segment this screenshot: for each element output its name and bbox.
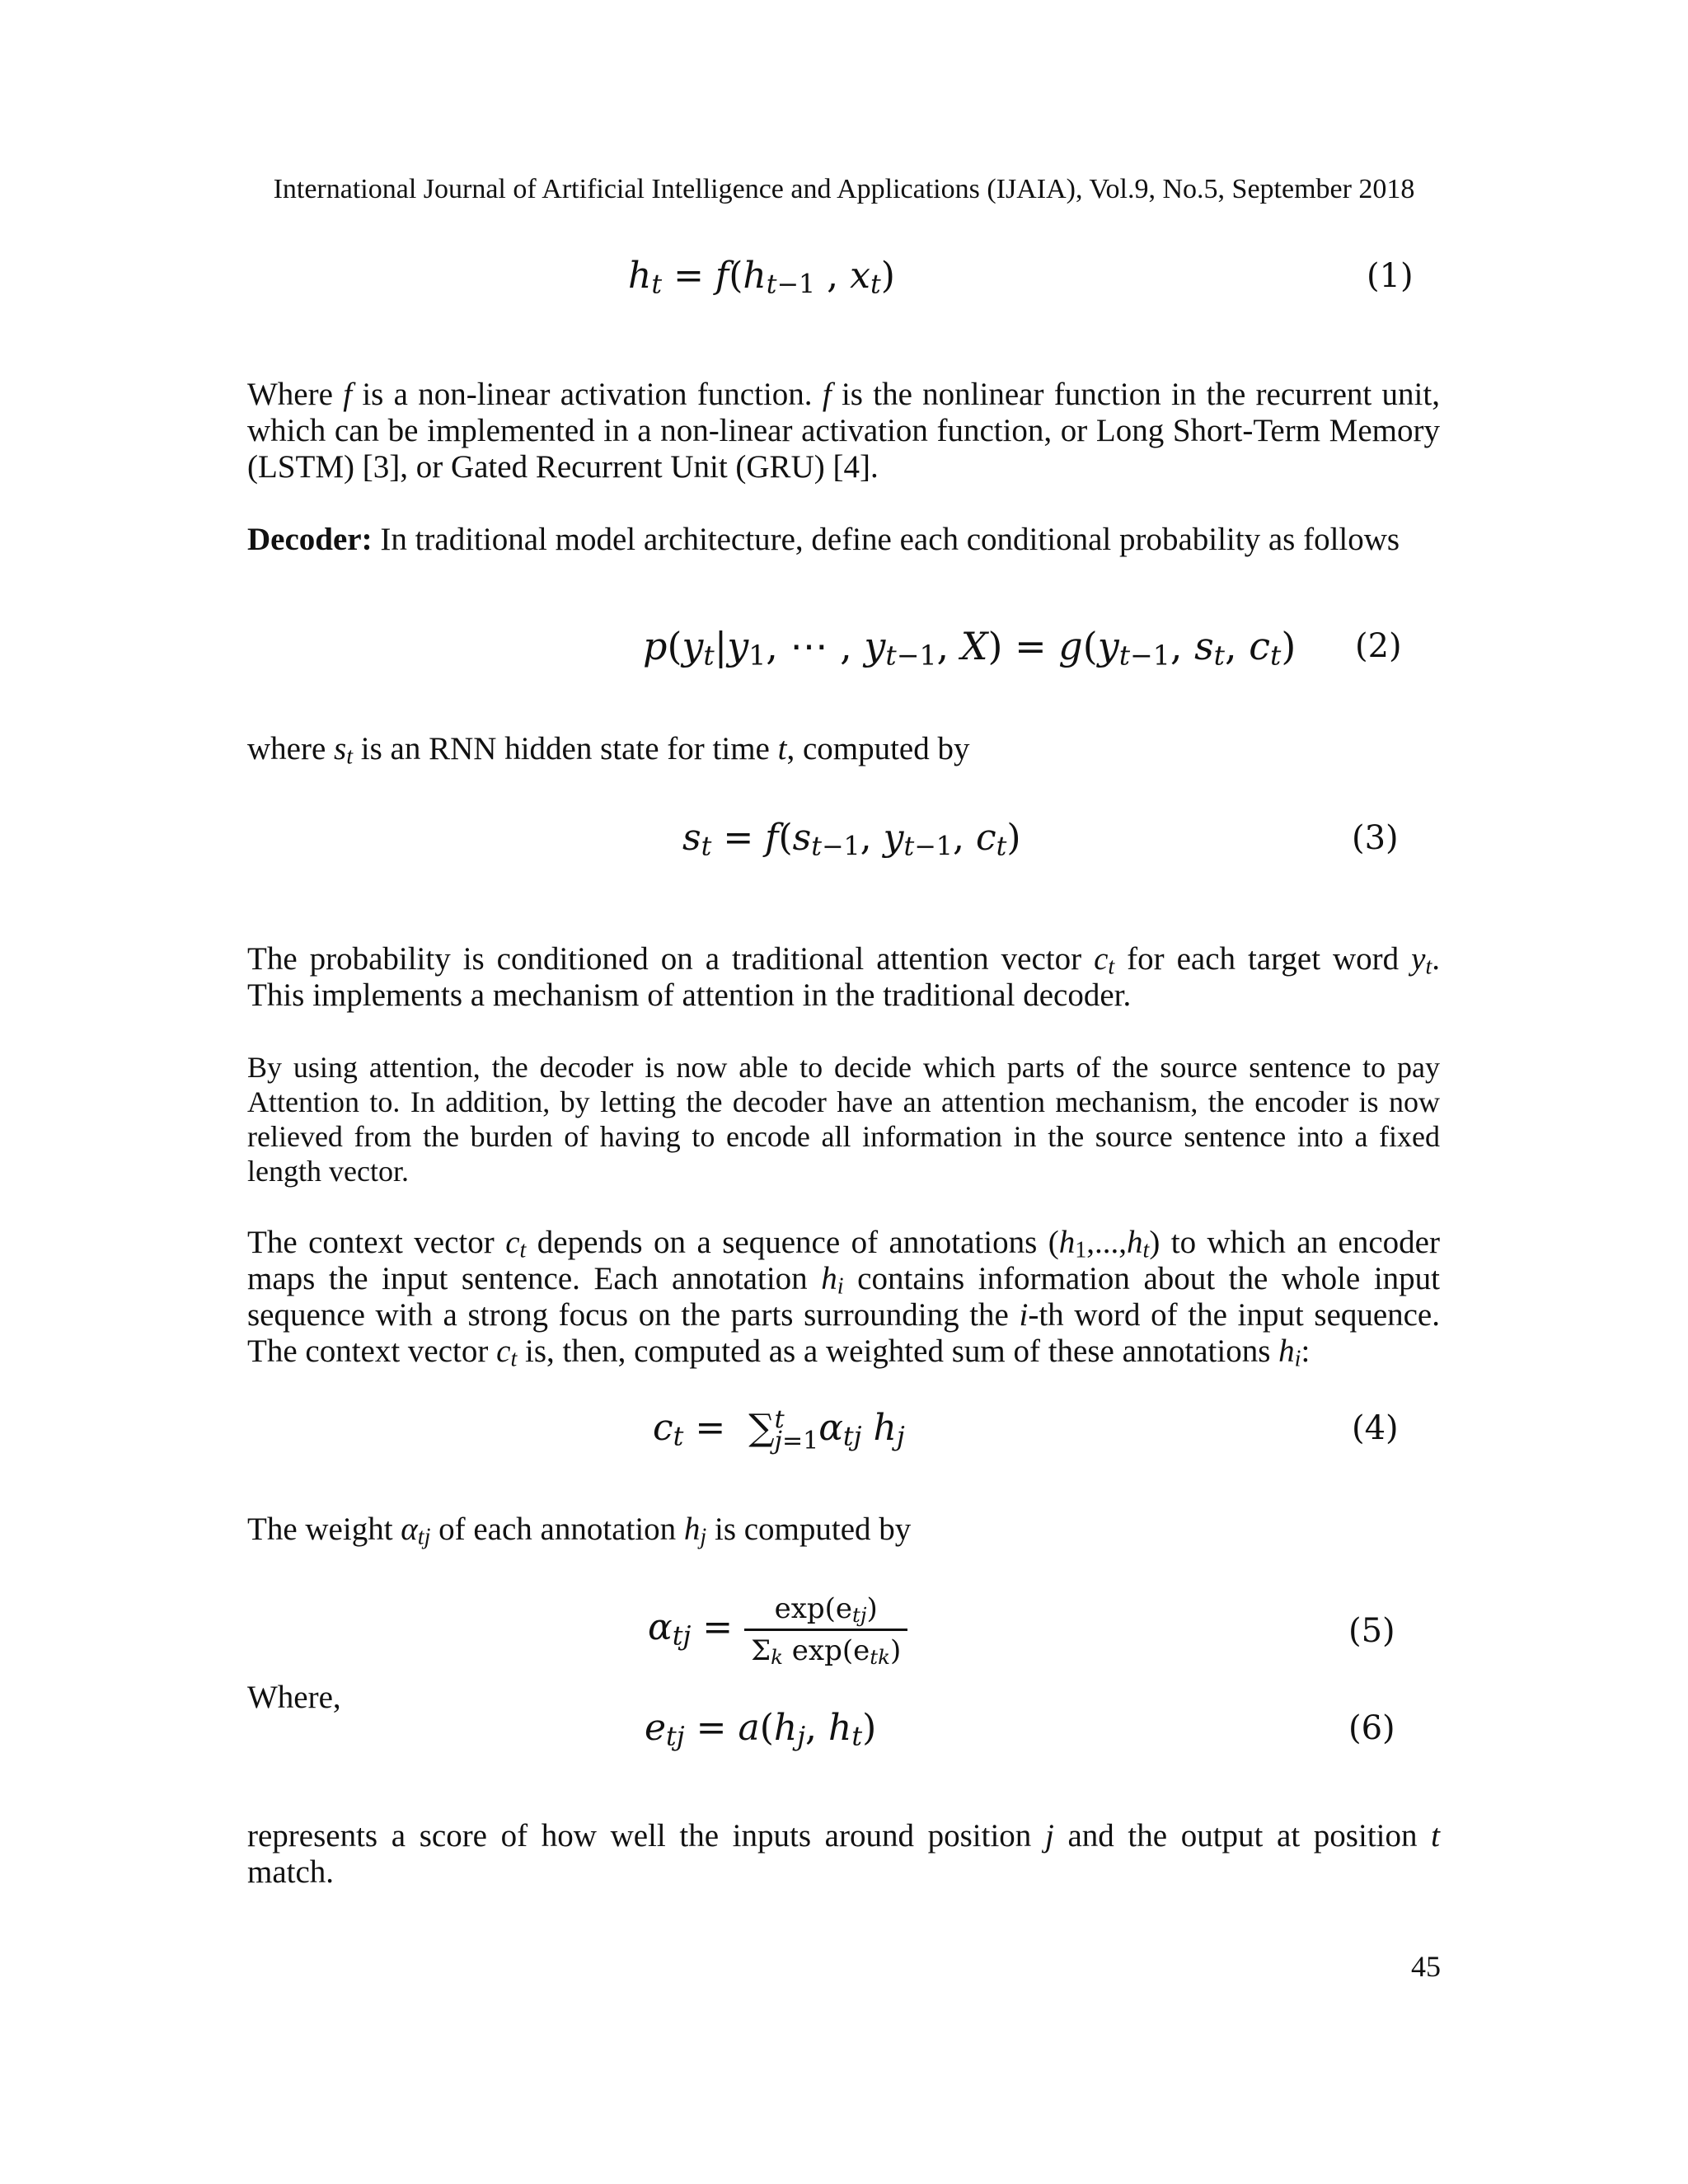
paragraph-activation-function <box>247 377 1440 485</box>
math-symbol: h <box>1058 1225 1076 1260</box>
sum-symbol: Σ <box>751 1634 771 1667</box>
equation-5-number: (5) <box>1348 1612 1395 1650</box>
math-symbol: t <box>1431 1818 1440 1854</box>
fraction-numerator-close: ) <box>866 1592 878 1625</box>
math-symbol: c <box>1094 941 1109 977</box>
text-span: is, then, computed as a weighted sum of these annotations <box>517 1333 1279 1369</box>
text-span: of each annotation <box>430 1511 684 1547</box>
math-symbol: c <box>496 1333 511 1369</box>
equation-2-number: (2) <box>1355 627 1402 665</box>
text-span: , computed by <box>786 731 970 766</box>
equation-6-number: (6) <box>1348 1709 1395 1747</box>
math-subscript: t <box>1108 954 1115 980</box>
fraction-numerator: exp(e <box>774 1592 853 1625</box>
math-subscript: i <box>1294 1346 1301 1372</box>
text-span: match. <box>247 1854 335 1890</box>
text-span: The context vector <box>247 1225 506 1260</box>
equation-1: $h_t = f(h_{t-1}$ , $x_t$) <box>628 255 895 300</box>
text-span: The weight <box>247 1511 401 1547</box>
math-symbol: h <box>1278 1333 1295 1369</box>
paragraph-attention-vector <box>247 941 1440 1014</box>
equation-2: $p(y_t|y_1$, ⋯ , $y_{t-1}$, $X) = g(y_{t-1}$, $s_t$, $c_t$) <box>643 624 1296 672</box>
text-span: : <box>1301 1333 1311 1369</box>
fraction-denominator-close: ) <box>889 1634 902 1667</box>
math-subscript: t <box>519 1237 527 1263</box>
fraction <box>744 1591 907 1669</box>
math-subscript: tj <box>417 1524 431 1550</box>
math-symbol: f <box>822 377 832 412</box>
math-symbol: f <box>343 377 353 412</box>
math-subscript: t <box>1425 954 1432 980</box>
paragraph-hidden-state <box>247 731 1440 770</box>
paragraph-by-using-attention: By using attention, the decoder is now able to decide which parts of the source sentence to pay Attention to. In addition, by letting the decoder have an attention mechanism, the encoder is now relieved from the burden of having to encode all information in the source sentence into a fixed length vector. <box>247 1051 1440 1188</box>
equation-3-number: (3) <box>1352 819 1399 857</box>
math-symbol: c <box>505 1225 520 1260</box>
math-symbol: s <box>334 731 347 766</box>
running-header: International Journal of Artificial Intelligence and Applications (IJAIA), Vol.9, No.5, September 2018 <box>273 174 1415 204</box>
text-span: contains information about the whole input sequence with a strong focus on the parts surrounding the <box>247 1261 1440 1333</box>
text-span: is an RNN hidden state for time <box>353 731 778 766</box>
decoder-label: Decoder: <box>247 522 373 557</box>
paragraph-weight <box>247 1511 1440 1548</box>
equation-4-number: (4) <box>1352 1409 1399 1447</box>
text-span: where <box>247 731 335 766</box>
text-span: . This implements a mechanism of attention in the traditional decoder. <box>247 941 1440 1013</box>
text-span: In traditional model architecture, define each conditional probability as follows <box>372 522 1400 557</box>
text-span: represents a score of how well the inputs around position <box>247 1818 1045 1854</box>
text-span: is computed by <box>706 1511 912 1547</box>
math-subscript: 1 <box>1075 1237 1087 1263</box>
math-subscript: t <box>346 743 354 770</box>
math-subscript: tk <box>870 1644 890 1669</box>
equation-4: $c_t$ = ∑ t j=1 $\alpha_{tj}$ $h_j$ <box>653 1404 905 1455</box>
math-subscript: tj <box>852 1602 867 1627</box>
paragraph-context-vector <box>247 1225 1440 1370</box>
text-span: Where <box>247 377 344 412</box>
text-span: for each target word <box>1114 941 1412 977</box>
text-span: depends on a sequence of annotations ( <box>526 1225 1059 1260</box>
text-span: and the output at position <box>1053 1818 1432 1854</box>
paragraph-score <box>247 1818 1440 1891</box>
math-symbol: α <box>401 1511 418 1547</box>
math-symbol: i <box>1019 1297 1029 1333</box>
equation-6: $e_{tj} = a(h_j$, $h_t$) <box>645 1707 877 1752</box>
math-symbol: j <box>1044 1818 1054 1854</box>
text-span: is a non-linear activation function. <box>352 377 823 412</box>
paragraph-where: Where, <box>247 1680 341 1715</box>
text-span: ) to which an encoder maps the input sentence. Each annotation <box>247 1225 1440 1296</box>
math-symbol: h <box>1127 1225 1143 1260</box>
math-subscript: t <box>1142 1237 1150 1263</box>
page-number: 45 <box>1411 1950 1441 1983</box>
equation-5: $\alpha_{tj}$ = $\frac{\exp(e_{tj})}{\Sigma_k \exp(e_{tk})}$ <box>648 1591 907 1669</box>
math-symbol: t <box>777 731 787 766</box>
math-symbol: h <box>821 1261 837 1296</box>
math-symbol: h <box>683 1511 701 1547</box>
equation-3: $s_t = f(s_{t-1}$, $y_{t-1}$, $c_t$) <box>682 817 1021 862</box>
text-span: The probability is conditioned on a traditional attention vector <box>247 941 1095 977</box>
math-subscript: t <box>510 1346 518 1372</box>
text-span: -th word of the input sequence. The context vector <box>247 1297 1440 1369</box>
math-symbol: y <box>1411 941 1426 977</box>
text-span: is the nonlinear function in the recurrent unit, which can be implemented in a non-linear activation function, or Long Short-Term Memory (LSTM) [3], or Gated Recurrent Unit (GRU) [4]. <box>247 377 1440 485</box>
fraction-denominator: exp(e <box>783 1634 870 1667</box>
math-subscript: i <box>837 1273 844 1300</box>
math-subscript: j <box>700 1524 707 1550</box>
math-subscript: k <box>771 1644 783 1669</box>
equation-1-number: (1) <box>1367 257 1414 295</box>
paragraph-decoder <box>247 522 1440 558</box>
text-span: ,..., <box>1086 1225 1128 1260</box>
